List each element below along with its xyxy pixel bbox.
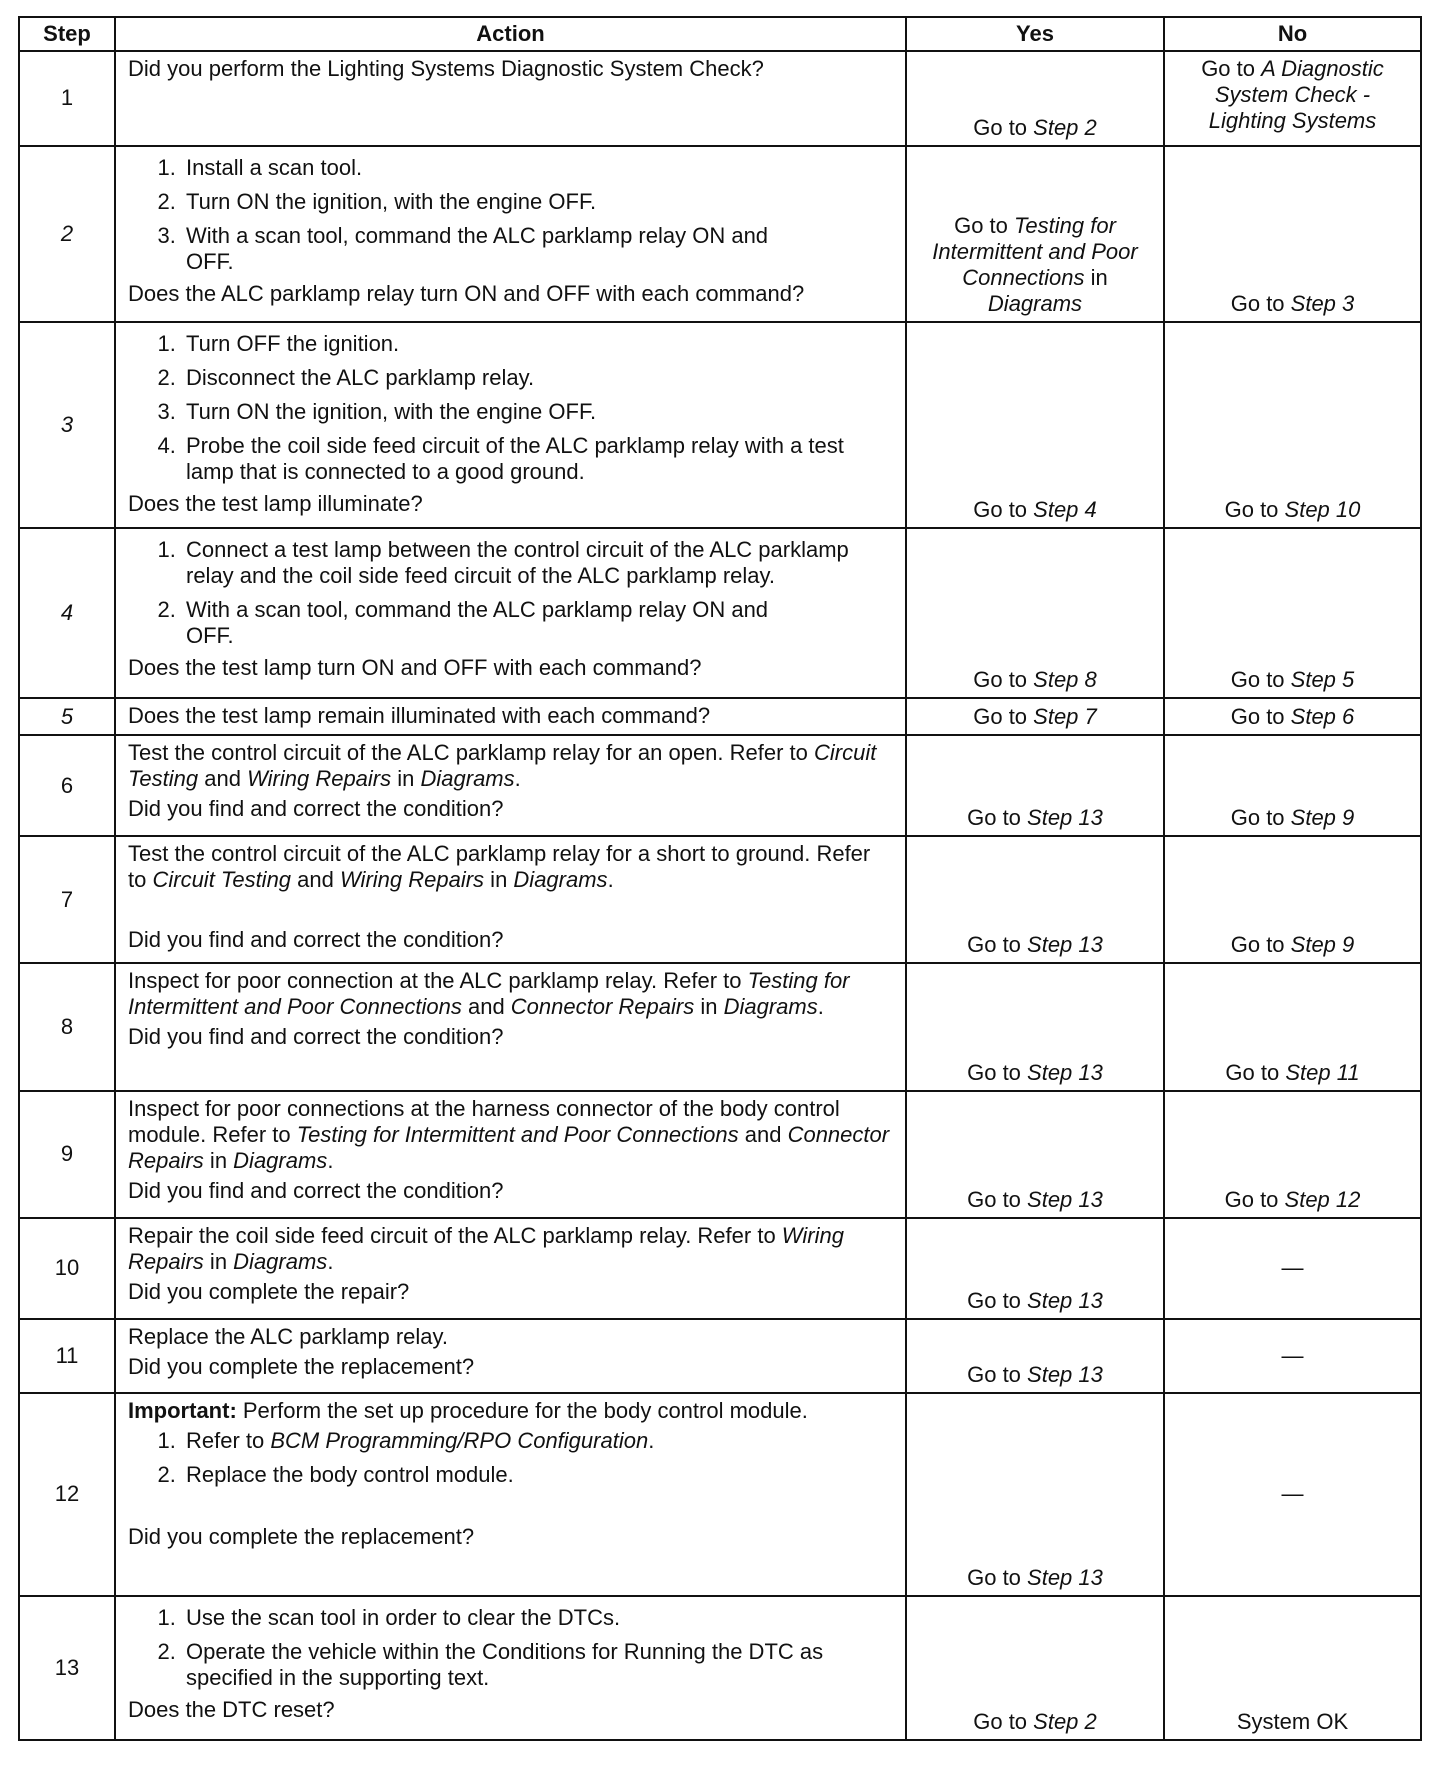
instruction-text — [128, 968, 893, 1020]
reference-link: Circuit Testing — [152, 866, 292, 892]
no-cell — [1164, 1218, 1421, 1319]
question-text: Did you find and correct the condition? — [128, 1177, 504, 1203]
no-reference: Step 9 — [1290, 932, 1355, 958]
yes-prefix: Go to — [967, 1565, 1028, 1591]
no-reference: Step 12 — [1284, 1187, 1361, 1213]
instruction-item — [182, 1428, 893, 1454]
instruction-item: 2. Operate the vehicle within the Conditions for Running the DTC as specified in the supporting text. — [182, 1639, 893, 1691]
reference-link: Connector Repairs — [510, 994, 695, 1020]
reference-link: Circuit Testing — [128, 740, 877, 792]
conjunction: in — [203, 1249, 234, 1275]
step-number: 5 — [19, 698, 115, 735]
important-note — [128, 1398, 893, 1424]
table-row — [19, 735, 1421, 836]
table-row — [19, 322, 1421, 527]
question-text: Did you find and correct the condition? — [128, 926, 504, 952]
conjunction: and — [738, 1121, 788, 1147]
instruction-body: Test the control circuit of the ALC parklamp relay for a short to ground. Refer to — [128, 840, 871, 892]
action-cell — [115, 146, 906, 323]
no-prefix: Go to — [1201, 56, 1262, 81]
conjunction: and — [461, 994, 511, 1020]
question-text: Does the test lamp remain illuminated with each command? — [128, 703, 711, 729]
table-row — [19, 1596, 1421, 1740]
no-reference: Step 11 — [1285, 1059, 1360, 1085]
step-number: 8 — [19, 963, 115, 1090]
reference-link: Diagrams — [420, 766, 515, 792]
no-cell — [1164, 146, 1421, 323]
reference-link: Testing for Intermittent and Poor Connections — [296, 1121, 739, 1147]
instruction-list — [128, 1605, 893, 1691]
action-cell — [115, 1596, 906, 1740]
question-text: Did you complete the replacement? — [128, 1523, 475, 1549]
yes-cell — [906, 836, 1164, 963]
table-row — [19, 1393, 1421, 1596]
action-cell — [115, 698, 906, 735]
yes-cell — [906, 51, 1164, 146]
action-cell — [115, 1218, 906, 1319]
punctuation: . — [607, 866, 614, 892]
system-ok-text: System OK — [1236, 1709, 1349, 1734]
no-prefix: Go to — [1224, 496, 1285, 522]
table-row — [19, 1091, 1421, 1218]
table-row — [19, 51, 1421, 146]
yes-prefix: Go to — [967, 1361, 1028, 1387]
conjunction: and — [291, 866, 340, 892]
table-row — [19, 146, 1421, 323]
action-cell — [115, 528, 906, 699]
no-prefix: Go to — [1230, 932, 1291, 958]
action-cell — [115, 1319, 906, 1393]
instruction-list — [128, 1428, 893, 1488]
no-prefix: Go to — [1224, 1187, 1285, 1213]
punctuation: . — [327, 1249, 334, 1275]
yes-prefix: Go to — [967, 1059, 1028, 1085]
reference-link: Wiring Repairs — [128, 1223, 844, 1275]
yes-cell — [906, 528, 1164, 699]
instruction-body: Inspect for poor connections at the harness connector of the body control module. Refer to — [128, 1095, 840, 1147]
punctuation: . — [648, 1427, 655, 1453]
no-cell — [1164, 322, 1421, 527]
instruction-text — [128, 1096, 893, 1174]
instruction-item: 1. Use the scan tool in order to clear the DTCs. — [182, 1605, 893, 1631]
yes-reference: Step 13 — [1027, 932, 1103, 958]
reference-link: Connector Repairs — [128, 1121, 890, 1173]
instruction-item: 2. Replace the body control module. — [182, 1462, 893, 1488]
question-text: Does the test lamp illuminate? — [128, 491, 423, 517]
conjunction: in — [694, 994, 724, 1020]
yes-prefix: Go to — [973, 704, 1034, 730]
instruction-item: 1. Install a scan tool. — [182, 155, 893, 181]
no-cell — [1164, 1091, 1421, 1218]
yes-prefix: Go to — [973, 1709, 1034, 1734]
step-number: 6 — [19, 735, 115, 836]
action-cell — [115, 51, 906, 146]
instruction-text — [128, 1223, 893, 1275]
table-row — [19, 1319, 1421, 1393]
yes-reference: Step 13 — [1027, 1361, 1103, 1387]
yes-prefix: Go to — [973, 114, 1034, 140]
yes-cell — [906, 1596, 1164, 1740]
no-reference: Step 9 — [1290, 804, 1355, 830]
yes-reference: Step 8 — [1033, 667, 1097, 693]
no-prefix: Go to — [1230, 667, 1291, 693]
yes-prefix: Go to — [967, 1187, 1028, 1213]
yes-prefix: Go to — [973, 667, 1034, 693]
yes-reference: Step 13 — [1027, 804, 1103, 830]
step-number: 10 — [19, 1218, 115, 1319]
no-cell — [1164, 1393, 1421, 1596]
reference-link: Wiring Repairs — [247, 766, 392, 792]
header-row — [19, 17, 1421, 51]
yes-reference: Step 7 — [1033, 704, 1097, 730]
action-cell — [115, 322, 906, 527]
yes-reference-2: Diagrams — [987, 291, 1083, 317]
no-dash: — — [1281, 1255, 1304, 1281]
question-text: Did you find and correct the condition? — [128, 796, 504, 822]
yes-cell — [906, 963, 1164, 1090]
table-row — [19, 528, 1421, 699]
instruction-text — [128, 740, 893, 792]
yes-cell — [906, 146, 1164, 323]
instruction-item: 2. Disconnect the ALC parklamp relay. — [182, 365, 893, 391]
yes-reference: Testing for Intermittent and Poor Connections — [932, 213, 1138, 291]
no-cell — [1164, 1319, 1421, 1393]
table-row — [19, 1218, 1421, 1319]
no-cell — [1164, 698, 1421, 735]
punctuation: . — [514, 766, 521, 792]
step-number: 1 — [19, 51, 115, 146]
step-number: 12 — [19, 1393, 115, 1596]
header-action: Action — [115, 17, 906, 51]
action-cell — [115, 1393, 906, 1596]
yes-prefix: Go to — [967, 804, 1028, 830]
yes-prefix: Go to — [967, 1287, 1028, 1313]
no-cell — [1164, 963, 1421, 1090]
header-yes: Yes — [906, 17, 1164, 51]
yes-prefix: Go to — [973, 496, 1034, 522]
instruction-item: 3. With a scan tool, command the ALC parklamp relay ON and OFF. — [182, 223, 893, 275]
question-text: Does the test lamp turn ON and OFF with each command? — [128, 654, 702, 680]
reference-link: BCM Programming/RPO Configuration — [270, 1427, 649, 1453]
action-cell — [115, 1091, 906, 1218]
header-no: No — [1164, 17, 1421, 51]
step-number: 2 — [19, 146, 115, 323]
instruction-body: Test the control circuit of the ALC parklamp relay for an open. Refer to — [128, 740, 815, 766]
instruction-list — [128, 537, 893, 649]
instruction-item: 1. Turn OFF the ignition. — [182, 331, 893, 357]
no-reference: Step 5 — [1290, 667, 1355, 693]
question-text: Did you perform the Lighting Systems Diagnostic System Check? — [128, 56, 764, 81]
yes-cell — [906, 1091, 1164, 1218]
no-prefix: Go to — [1230, 704, 1291, 730]
yes-prefix: Go to — [954, 213, 1014, 239]
no-prefix: Go to — [1230, 804, 1291, 830]
yes-cell — [906, 1319, 1164, 1393]
step-number: 4 — [19, 528, 115, 699]
no-cell — [1164, 1596, 1421, 1740]
question-text: Did you find and correct the condition? — [128, 1024, 504, 1050]
no-reference: Step 3 — [1290, 291, 1355, 317]
instruction-item: 2. With a scan tool, command the ALC parklamp relay ON and OFF. — [182, 597, 893, 649]
no-reference: Step 10 — [1284, 496, 1361, 522]
no-dash: — — [1281, 1481, 1304, 1507]
instruction-item: 3. Turn ON the ignition, with the engine OFF. — [182, 399, 893, 425]
reference-link: Diagrams — [723, 994, 818, 1020]
important-label: Important: — [128, 1397, 237, 1423]
reference-link: Diagrams — [233, 1249, 328, 1275]
yes-cell — [906, 1218, 1164, 1319]
reference-link: Diagrams — [513, 866, 608, 892]
instruction-list — [128, 155, 893, 275]
header-step: Step — [19, 17, 115, 51]
conjunction: in — [391, 766, 421, 792]
instruction-item: 4. Probe the coil side feed circuit of the ALC parklamp relay with a test lamp that is connected to a good ground. — [182, 433, 893, 485]
yes-reference: Step 2 — [1033, 114, 1097, 140]
no-cell — [1164, 836, 1421, 963]
instruction-item: 1. Connect a test lamp between the control circuit of the ALC parklamp relay and the coil side feed circuit of the ALC parklamp relay. — [182, 537, 893, 589]
no-cell — [1164, 735, 1421, 836]
important-text: Perform the set up procedure for the body control module. — [236, 1397, 808, 1423]
question-text: Did you complete the repair? — [128, 1279, 410, 1305]
table-row — [19, 698, 1421, 735]
instruction-body: Inspect for poor connection at the ALC parklamp relay. Refer to — [128, 968, 748, 994]
yes-cell — [906, 698, 1164, 735]
action-cell — [115, 963, 906, 1090]
no-dash: — — [1281, 1342, 1304, 1368]
step-number: 9 — [19, 1091, 115, 1218]
instruction-list — [128, 331, 893, 485]
instruction-prefix: Refer to — [186, 1427, 271, 1453]
no-reference: Step 6 — [1290, 704, 1355, 730]
question-text: Does the DTC reset? — [128, 1697, 335, 1723]
question-text: Does the ALC parklamp relay turn ON and OFF with each command? — [128, 280, 805, 306]
punctuation: . — [817, 994, 824, 1020]
yes-reference: Step 2 — [1033, 1709, 1097, 1734]
step-number: 7 — [19, 836, 115, 963]
no-reference: A Diagnostic System Check - Lighting Systems — [1208, 56, 1384, 133]
yes-reference: Step 13 — [1027, 1565, 1103, 1591]
step-number: 13 — [19, 1596, 115, 1740]
instruction-text — [128, 841, 893, 893]
yes-in: in — [1084, 265, 1108, 291]
action-cell — [115, 735, 906, 836]
step-number: 3 — [19, 322, 115, 527]
yes-reference: Step 13 — [1027, 1187, 1103, 1213]
instruction-item: 2. Turn ON the ignition, with the engine OFF. — [182, 189, 893, 215]
no-prefix: Go to — [1225, 1059, 1286, 1085]
yes-reference: Step 4 — [1033, 496, 1097, 522]
action-cell — [115, 836, 906, 963]
no-cell — [1164, 528, 1421, 699]
table-row — [19, 836, 1421, 963]
no-prefix: Go to — [1230, 291, 1291, 317]
table-row — [19, 963, 1421, 1090]
yes-cell — [906, 322, 1164, 527]
instruction-body: Repair the coil side feed circuit of the ALC parklamp relay. Refer to — [128, 1223, 782, 1249]
yes-cell — [906, 735, 1164, 836]
yes-prefix: Go to — [967, 932, 1028, 958]
question-text: Did you complete the replacement? — [128, 1353, 475, 1379]
yes-reference: Step 13 — [1027, 1059, 1103, 1085]
reference-link: Wiring Repairs — [339, 866, 485, 892]
conjunction: in — [203, 1147, 234, 1173]
yes-cell — [906, 1393, 1164, 1596]
reference-link: Diagrams — [233, 1147, 328, 1173]
diagnostic-table — [18, 16, 1422, 1741]
conjunction: in — [484, 866, 514, 892]
reference-link: Testing for Intermittent and Poor Connections — [128, 968, 850, 1020]
no-cell — [1164, 51, 1421, 146]
punctuation: . — [327, 1147, 334, 1173]
conjunction: and — [198, 766, 248, 792]
step-number: 11 — [19, 1319, 115, 1393]
instruction-text: Replace the ALC parklamp relay. — [128, 1323, 448, 1349]
yes-reference: Step 13 — [1027, 1287, 1103, 1313]
